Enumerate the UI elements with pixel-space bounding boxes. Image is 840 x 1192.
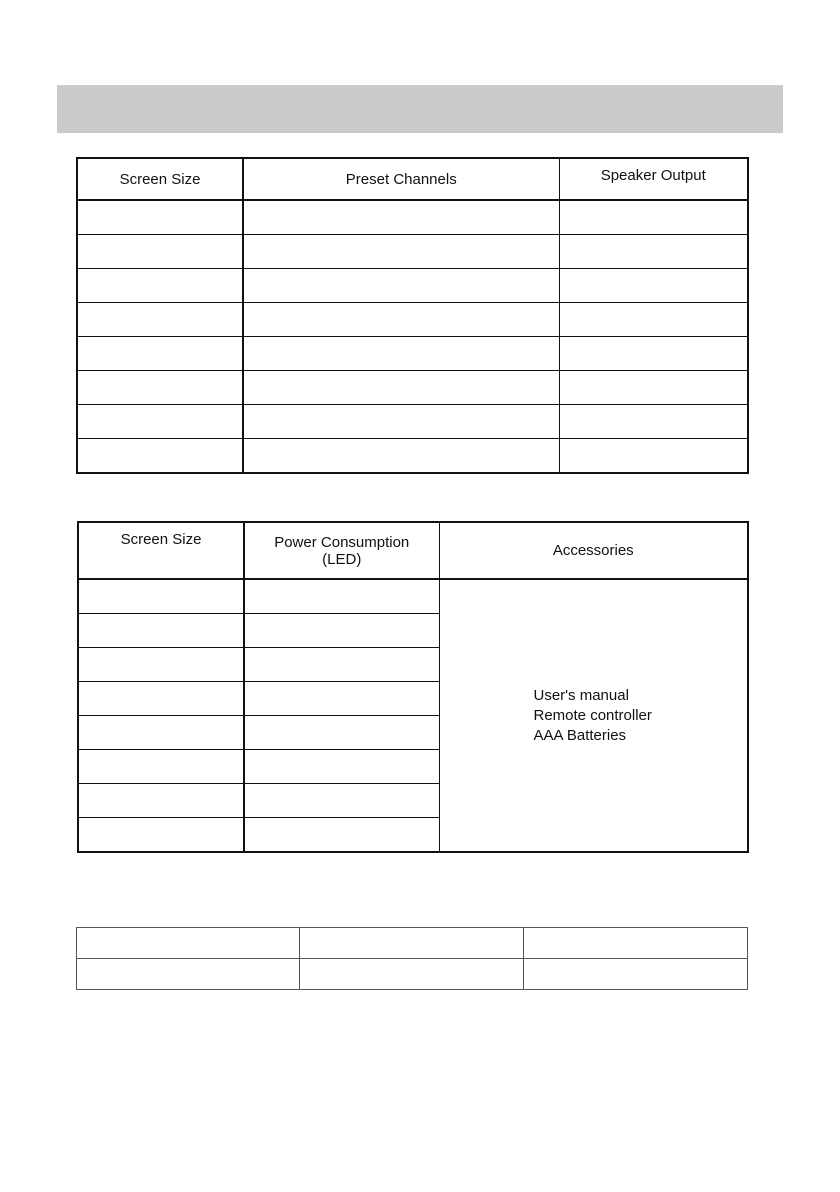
table-cell — [77, 303, 243, 337]
table-cell — [244, 784, 439, 818]
table-cell — [78, 818, 244, 853]
table-cell — [243, 405, 559, 439]
table-cell — [78, 614, 244, 648]
header-accessories: Accessories — [439, 522, 748, 579]
header-speaker-output: Speaker Output — [559, 158, 748, 200]
table-row — [77, 235, 748, 269]
table-cell — [559, 235, 748, 269]
table-cell — [77, 959, 300, 990]
table-cell — [559, 405, 748, 439]
table-cell — [77, 928, 300, 959]
table-row — [77, 337, 748, 371]
table-cell — [78, 682, 244, 716]
table-cell — [77, 269, 243, 303]
table-header-row — [77, 158, 748, 200]
table-cell — [559, 439, 748, 474]
header-power-line1: Power Consumption — [274, 533, 410, 551]
table-row — [77, 303, 748, 337]
table-row — [77, 405, 748, 439]
table-cell — [243, 235, 559, 269]
table-row — [77, 959, 748, 990]
table-row — [77, 200, 748, 235]
table-row — [78, 579, 748, 614]
spec-table-power-accessories — [77, 521, 749, 853]
table-cell — [243, 337, 559, 371]
table-row — [77, 371, 748, 405]
table-cell — [244, 579, 439, 614]
table-cell — [243, 269, 559, 303]
spec-table-channels — [76, 157, 749, 474]
table-cell — [244, 682, 439, 716]
table-header-row — [78, 522, 748, 579]
spec-table-blank — [76, 927, 748, 990]
table-cell — [559, 371, 748, 405]
table-cell — [524, 959, 748, 990]
table-cell — [77, 371, 243, 405]
table-row — [77, 928, 748, 959]
table-cell — [559, 303, 748, 337]
accessory-item: User's manual — [533, 686, 629, 704]
accessory-item: AAA Batteries — [533, 726, 627, 744]
table-cell — [300, 928, 524, 959]
accessories-cell — [439, 579, 748, 852]
table-cell — [243, 200, 559, 235]
header-power-consumption — [244, 522, 439, 579]
table-cell — [77, 235, 243, 269]
table-cell — [559, 337, 748, 371]
table-cell — [244, 818, 439, 853]
table-cell — [78, 784, 244, 818]
table-cell — [243, 439, 559, 474]
section-header-bar — [57, 85, 783, 133]
header-screen-size: Screen Size — [77, 158, 243, 200]
table-cell — [244, 750, 439, 784]
table-row — [77, 269, 748, 303]
header-screen-size: Screen Size — [78, 522, 244, 579]
table-cell — [78, 579, 244, 614]
header-power-line2: (LED) — [322, 550, 362, 568]
table-cell — [300, 959, 524, 990]
table-cell — [77, 439, 243, 474]
table-cell — [78, 648, 244, 682]
table-cell — [559, 269, 748, 303]
table-cell — [78, 750, 244, 784]
table-cell — [524, 928, 748, 959]
accessory-item: Remote controller — [533, 706, 652, 724]
table-cell — [244, 614, 439, 648]
table-cell — [77, 200, 243, 235]
table-cell — [77, 337, 243, 371]
table-cell — [559, 200, 748, 235]
table-cell — [77, 405, 243, 439]
table-cell — [78, 716, 244, 750]
table-cell — [244, 716, 439, 750]
table-row — [77, 439, 748, 474]
table-cell — [244, 648, 439, 682]
header-preset-channels: Preset Channels — [243, 158, 559, 200]
table-cell — [243, 371, 559, 405]
table-cell — [243, 303, 559, 337]
